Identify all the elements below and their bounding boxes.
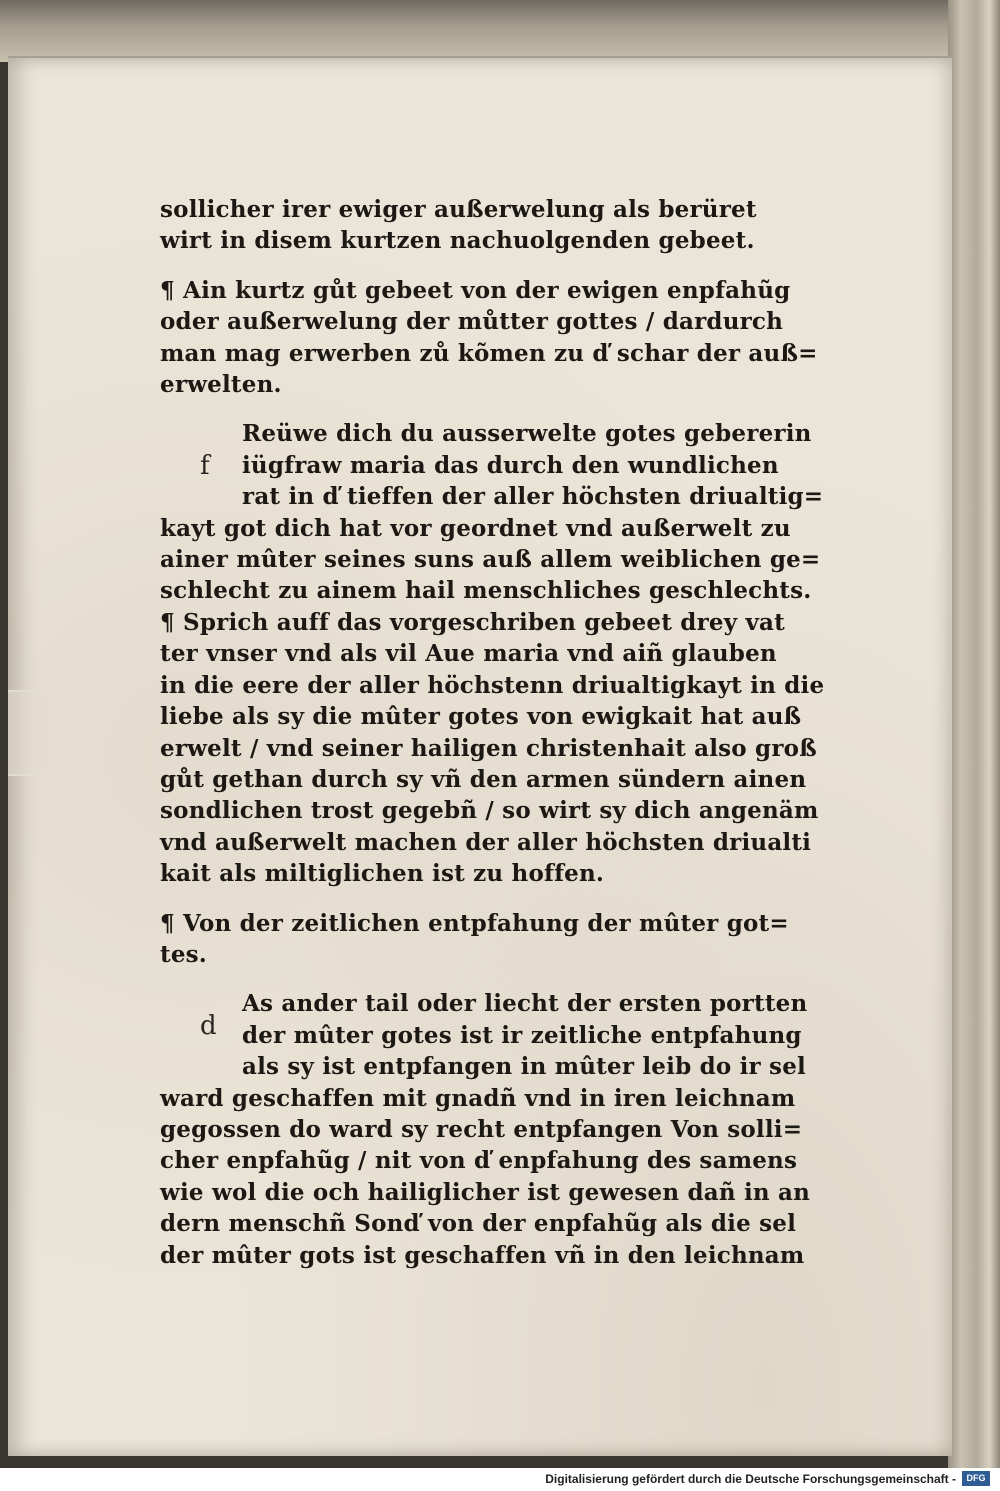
digitization-footer: [0, 1468, 1000, 1491]
text-line: cher enpfahũg / nit von ď enpfahung des samens: [160, 1147, 798, 1175]
text-line: erwelten.: [160, 371, 282, 399]
text-line: sollicher irer ewiger außerwelung als berüret: [160, 196, 757, 223]
text-line: schlecht zu ainem hail menschliches geschlechts.: [160, 577, 812, 605]
text-block: [160, 275, 835, 401]
text-line: wie wol die och hailiglicher ist gewesen dañ in an: [160, 1178, 811, 1206]
text-line: rat in ď tieffen der aller höchsten driualtig=: [242, 483, 824, 511]
book-top-edge: [0, 0, 1000, 62]
text-line: ter vnser vnd als vil Aue maria vnd aiñ glauben: [160, 640, 777, 668]
text-line: kayt got dich hat vor geordnet vnd außerwelt zu: [160, 514, 791, 542]
text-line: oder außerwelung der můtter gottes / dardurch: [160, 308, 784, 336]
dfg-logo: DFG: [962, 1471, 990, 1486]
text-block: [160, 194, 835, 257]
text-line: gůt gethan durch sy vñ den armen sündern ainen: [160, 765, 807, 793]
text-line: ainer mûter seines suns auß allem weiblichen ge=: [160, 546, 821, 574]
text-line: iügfraw maria das durch den wundlichen: [242, 451, 779, 479]
text-line: vnd außerwelt machen der aller höchsten driualti: [160, 828, 812, 856]
guide-letter-f: f: [200, 451, 210, 481]
text-line: gegossen do ward sy recht entpfangen Von solli=: [160, 1115, 803, 1143]
text-line: ¶ Sprich auff das vorgeschriben gebeet drey vat: [160, 608, 785, 636]
book-fore-edge: [948, 0, 1000, 1468]
text-block: [160, 418, 835, 889]
text-block: [160, 988, 835, 1271]
text-line: dern menschñ Sonď von der enpfahũg als die sel: [160, 1210, 797, 1238]
text-line: As ander tail oder liecht der ersten portten: [242, 990, 808, 1018]
text-line: sondlichen trost gegebñ / so wirt sy dich angenäm: [160, 797, 819, 825]
guide-letter-d: d: [200, 1011, 217, 1041]
text-line: ward geschaffen mit gnadñ vnd in iren leichnam: [160, 1084, 796, 1112]
text-line: der mûter gotes ist ir zeitliche entpfahung: [242, 1021, 802, 1049]
text-line: ¶ Von der zeitlichen entpfahung der mûter got=: [160, 909, 789, 937]
page-text: [160, 194, 835, 1289]
text-line: ¶ Ain kurtz gůt gebeet von der ewigen enpfahũg: [160, 276, 791, 304]
footer-credit: Digitalisierung gefördert durch die Deutsche Forschungsgemeinschaft -: [545, 1472, 956, 1486]
text-block: [160, 908, 835, 971]
text-line: tes.: [160, 940, 208, 968]
text-line: wirt in disem kurtzen nachuolgenden gebeet.: [160, 227, 755, 255]
text-line: kait als miltiglichen ist zu hoffen.: [160, 860, 605, 888]
text-line: man mag erwerben zů kõmen zu ď schar der auß=: [160, 339, 818, 367]
text-line: in die eere der aller höchstenn driualtigkayt in die: [160, 671, 825, 699]
text-line: erwelt / vnd seiner hailigen christenhait also groß: [160, 734, 817, 762]
text-line: der mûter gots ist geschaffen vñ in den leichnam: [160, 1241, 805, 1269]
text-line: Reüwe dich du ausserwelte gotes gebererin: [242, 420, 812, 448]
text-line: liebe als sy die mûter gotes von ewigkait hat auß: [160, 703, 802, 731]
text-line: als sy ist entpfangen in mûter leib do ir sel: [242, 1053, 806, 1081]
clip-tab: [8, 690, 52, 776]
